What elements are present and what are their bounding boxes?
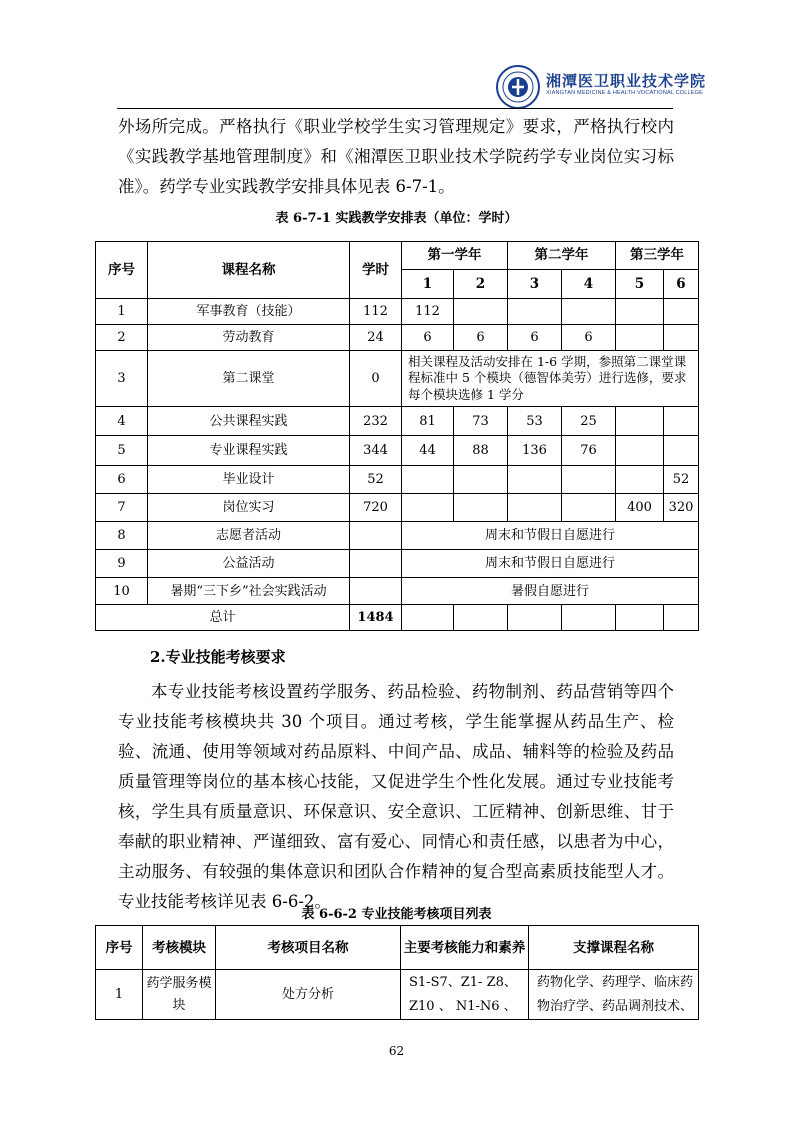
header-abilities: 主要考核能力和素养: [401, 926, 529, 970]
row-term: 112: [402, 299, 454, 325]
table-row: [96, 494, 699, 522]
row-note: 周末和节假日自愿进行: [402, 522, 699, 550]
row-term: [664, 407, 699, 436]
row-courses: 药物化学、药理学、临床药物治疗学、药品调剂技术、: [529, 970, 699, 1020]
row-term: [402, 466, 454, 494]
row-course: 公益活动: [148, 550, 350, 578]
row-term: [616, 407, 664, 436]
row-course: 志愿者活动: [148, 522, 350, 550]
total-row: [96, 605, 699, 631]
table-row: [96, 970, 699, 1020]
table-row: [96, 351, 699, 407]
row-hours: 112: [350, 299, 402, 325]
college-name: 湘潭医卫职业技术学院: [546, 72, 707, 90]
row-term: 6: [508, 325, 562, 351]
row-term: 76: [562, 436, 616, 466]
row-term: 6: [402, 325, 454, 351]
row-term: 73: [454, 407, 508, 436]
row-term: 6: [454, 325, 508, 351]
table-row: [96, 299, 699, 325]
row-term: [616, 436, 664, 466]
header-year3: 第三学年: [616, 242, 699, 270]
row-term: 320: [664, 494, 699, 522]
row-course: 毕业设计: [148, 466, 350, 494]
header-course: 课程名称: [148, 242, 350, 299]
row-hours: 232: [350, 407, 402, 436]
row-abilities: S1-S7、Z1- Z8、Z10 、 N1-N6 、: [401, 970, 529, 1020]
table-row: [96, 550, 699, 578]
row-hours: 0: [350, 351, 402, 407]
row-no: 1: [96, 970, 143, 1020]
row-term: [616, 466, 664, 494]
row-term: [616, 325, 664, 351]
row-course: 第二课堂: [148, 351, 350, 407]
row-hours: 24: [350, 325, 402, 351]
row-term: [508, 299, 562, 325]
row-term: 44: [402, 436, 454, 466]
row-term: [402, 494, 454, 522]
row-note: 相关课程及活动安排在 1-6 学期，参照第二课堂课程标准中 5 个模块（德智体美劳）进行选修，要求每个模块选修 1 学分: [402, 351, 699, 407]
row-hours: [350, 550, 402, 578]
row-term: [664, 325, 699, 351]
row-course: 军事教育（技能）: [148, 299, 350, 325]
row-course: 暑期“三下乡”社会实践活动: [148, 578, 350, 605]
table2-caption: 表 6-6-2 专业技能考核项目列表: [301, 907, 492, 922]
empty-cell: [454, 605, 508, 631]
header-year1: 第一学年: [402, 242, 508, 270]
row-term: 53: [508, 407, 562, 436]
row-term: [664, 436, 699, 466]
empty-cell: [616, 605, 664, 631]
header-hours: 学时: [350, 242, 402, 299]
row-module: 药学服务模块: [143, 970, 216, 1020]
header-term-4: 4: [562, 270, 616, 299]
row-hours: [350, 522, 402, 550]
table-row: [96, 407, 699, 436]
college-logo: [495, 64, 541, 110]
row-course: 公共课程实践: [148, 407, 350, 436]
page-number: 62: [388, 1044, 405, 1058]
header-no: 序号: [96, 926, 143, 970]
row-term: [664, 299, 699, 325]
empty-cell: [402, 605, 454, 631]
row-hours: 344: [350, 436, 402, 466]
header-item: 考核项目名称: [216, 926, 401, 970]
row-term: [562, 466, 616, 494]
row-term: 136: [508, 436, 562, 466]
row-term: 81: [402, 407, 454, 436]
table-row: [96, 325, 699, 351]
row-term: 6: [562, 325, 616, 351]
row-term: [616, 299, 664, 325]
table-row: [96, 466, 699, 494]
row-hours: [350, 578, 402, 605]
row-no: 9: [96, 550, 148, 578]
row-no: 6: [96, 466, 148, 494]
header-term-1: 1: [402, 270, 454, 299]
header-term-5: 5: [616, 270, 664, 299]
total-hours: 1484: [350, 605, 402, 631]
row-no: 5: [96, 436, 148, 466]
table-row: [96, 578, 699, 605]
row-term: [508, 466, 562, 494]
row-term: [562, 494, 616, 522]
row-note: 暑假自愿进行: [402, 578, 699, 605]
row-no: 2: [96, 325, 148, 351]
header-module: 考核模块: [143, 926, 216, 970]
row-term: [454, 299, 508, 325]
row-hours: 720: [350, 494, 402, 522]
header-term-2: 2: [454, 270, 508, 299]
row-no: 8: [96, 522, 148, 550]
practice-schedule-table: [95, 241, 699, 631]
college-name-english: XIANGTAN MEDICINE & HEALTH VOCATIONAL COLLEGE: [546, 90, 704, 96]
row-no: 3: [96, 351, 148, 407]
header-rule: [117, 108, 673, 109]
row-term: [508, 494, 562, 522]
header-no: 序号: [96, 242, 148, 299]
row-term: [454, 494, 508, 522]
row-hours: 52: [350, 466, 402, 494]
row-course: 岗位实习: [148, 494, 350, 522]
row-note: 周末和节假日自愿进行: [402, 550, 699, 578]
row-no: 7: [96, 494, 148, 522]
row-no: 1: [96, 299, 148, 325]
header-term-6: 6: [664, 270, 699, 299]
header-courses: 支撑课程名称: [529, 926, 699, 970]
intro-paragraph: 外场所完成。严格执行《职业学校学生实习管理规定》要求，严格执行校内《实践教学基地管理制度》和《湘潭医卫职业技术学院药学专业岗位实习标准》。药学专业实践教学安排具体见表 6-7-1。: [118, 117, 674, 196]
header-term-3: 3: [508, 270, 562, 299]
row-term: 52: [664, 466, 699, 494]
section-heading: 2.专业技能考核要求: [150, 648, 286, 666]
row-term: [562, 299, 616, 325]
row-term: 25: [562, 407, 616, 436]
row-course: 专业课程实践: [148, 436, 350, 466]
table-row: [96, 436, 699, 466]
empty-cell: [562, 605, 616, 631]
row-no: 10: [96, 578, 148, 605]
header-year2: 第二学年: [508, 242, 616, 270]
row-term: 400: [616, 494, 664, 522]
row-item: 处方分析: [216, 970, 401, 1020]
empty-cell: [664, 605, 699, 631]
row-term: [454, 466, 508, 494]
table1-caption: 表 6-7-1 实践教学安排表（单位：学时）: [275, 211, 518, 226]
row-term: 88: [454, 436, 508, 466]
total-label: 总计: [96, 605, 350, 631]
row-no: 4: [96, 407, 148, 436]
empty-cell: [508, 605, 562, 631]
section-paragraph: 本专业技能考核设置药学服务、药品检验、药物制剂、药品营销等四个专业技能考核模块共 30 个项目。通过考核，学生能掌握从药品生产、检验、流通、使用等领域对药品原料、中间产品、成品、辅料等的检验及药品质量管理等岗位的基本核心技能，又促进学生个性化发展。通过专业技能考核，学生具有质量意识、环保意识、安全意识、工匠精神、创新思维、甘于奉献的职业精神、严谨细致、富有爱心、同情心和责任感，以患者为中心，主动服务、有较强的集体意识和团队合作精神的复合型高素质技能型人才。专业技能考核详见表 6-6-2。: [118, 682, 674, 911]
row-course: 劳动教育: [148, 325, 350, 351]
skill-assessment-table: [95, 925, 699, 1020]
table-row: [96, 522, 699, 550]
